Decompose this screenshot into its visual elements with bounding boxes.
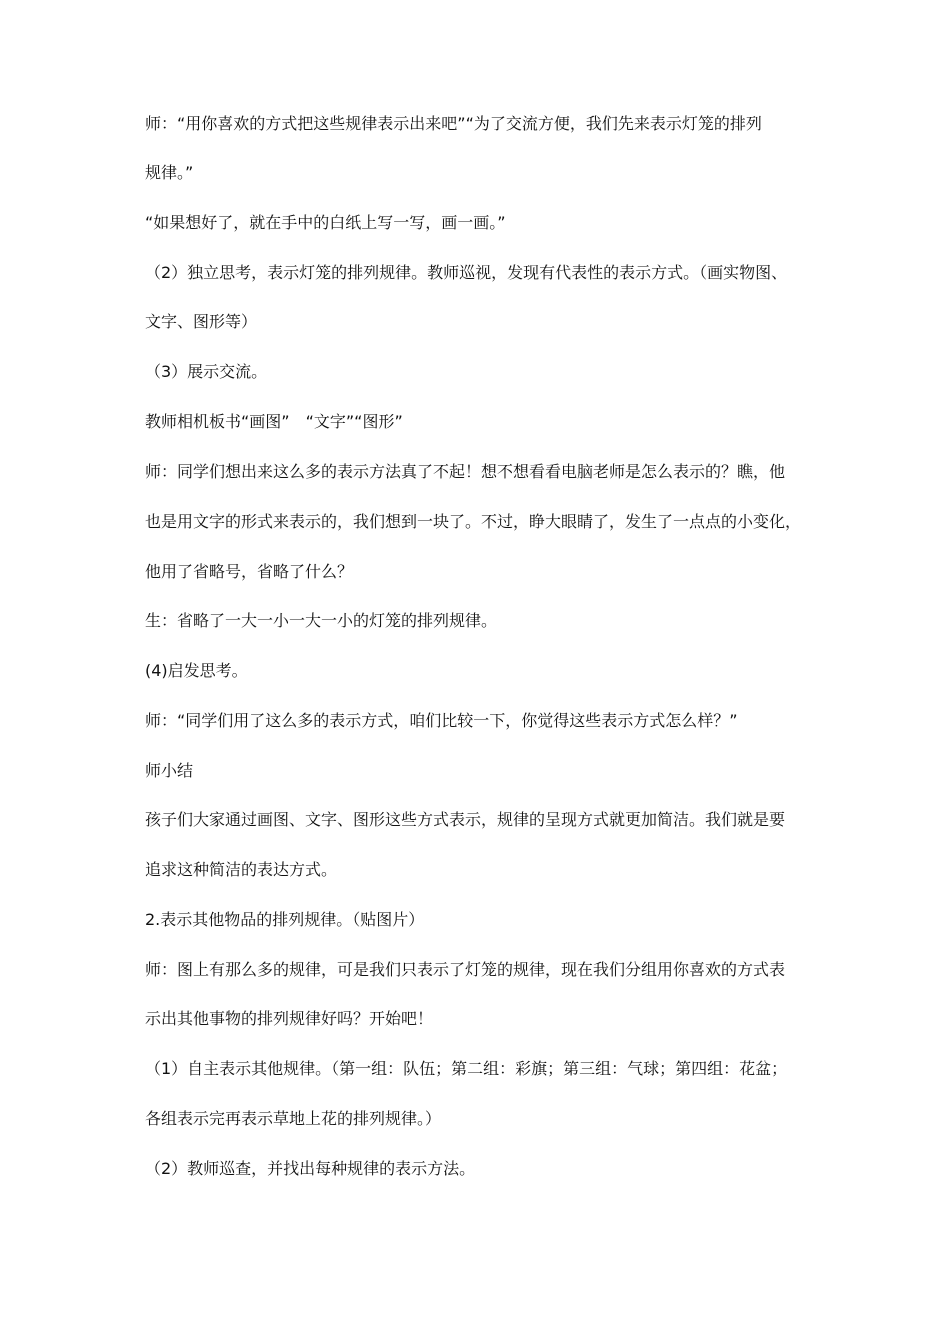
text-line: 他用了省略号，省略了什么？ (145, 562, 354, 581)
text-line: （1）自主表示其他规律。（第一组：队伍；第二组：彩旗；第三组：气球；第四组：花盆； (145, 1059, 788, 1078)
text-line: （3）展示交流。 (145, 362, 268, 381)
text-line: 文字、图形等） (145, 312, 258, 331)
text-line: 师：同学们想出来这么多的表示方法真了不起！想不想看看电脑老师是怎么表示的？瞧，他 (145, 462, 786, 481)
text-line: 师：图上有那么多的规律，可是我们只表示了灯笼的规律，现在我们分组用你喜欢的方式表 (145, 960, 786, 979)
text-line: 各组表示完再表示草地上花的排列规律。） (145, 1109, 442, 1128)
text-line: （2）教师巡查，并找出每种规律的表示方法。 (145, 1159, 476, 1178)
text-line: 孩子们大家通过画图、文字、图形这些方式表示，规律的呈现方式就更加简洁。我们就是要 (145, 810, 786, 829)
text-line: 追求这种简洁的表达方式。 (145, 860, 338, 879)
text-line: 师：“同学们用了这么多的表示方式，咱们比较一下，你觉得这些表示方式怎么样？” (145, 711, 738, 730)
text-line: 生：省略了一大一小一大一小的灯笼的排列规律。 (145, 611, 498, 630)
text-line: 也是用文字的形式来表示的，我们想到一块了。不过，睁大眼睛了，发生了一点点的小变化， (145, 512, 802, 531)
text-line: “如果想好了，就在手中的白纸上写一写，画一画。” (145, 213, 506, 232)
text-line: 2.表示其他物品的排列规律。（贴图片） (145, 910, 425, 929)
text-line: 师小结 (145, 761, 194, 780)
text-line: 师：“用你喜欢的方式把这些规律表示出来吧”“为了交流方便，我们先来表示灯笼的排列 (145, 114, 762, 133)
text-line: (4)启发思考。 (145, 661, 248, 680)
text-line: （2）独立思考，表示灯笼的排列规律。教师巡视，发现有代表性的表示方式。（画实物图、 (145, 263, 788, 282)
text-line: 示出其他事物的排列规律好吗？开始吧！ (145, 1009, 434, 1028)
text-line: 规律。” (145, 163, 194, 182)
text-line: 教师相机板书“画图” “文字”“图形” (145, 412, 403, 431)
